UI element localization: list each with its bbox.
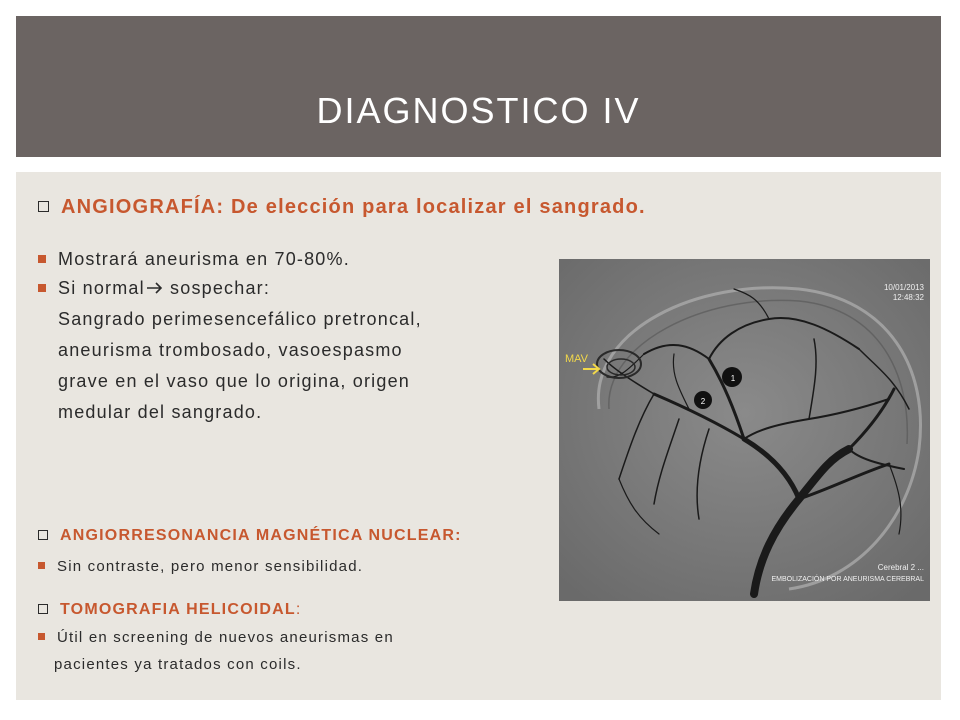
- aneurysm-marker-1: 1: [730, 374, 736, 383]
- bullet-item: [38, 278, 270, 299]
- square-bullet-icon: [38, 255, 46, 263]
- bullet-item: [38, 249, 350, 270]
- bullet-text: Sin contraste, pero menor sensibilidad.: [57, 558, 364, 575]
- image-caption-2: EMBOLIZACIÓN POR ANEURISMA CEREBRAL: [771, 576, 924, 583]
- bullet-continuation: Sangrado perimesencefálico pretroncal,: [58, 309, 422, 329]
- image-date: 10/01/2013: [883, 283, 924, 292]
- bullet-text: Mostrará aneurisma en 70-80%.: [58, 249, 350, 269]
- section-tomografia-heading: [38, 601, 302, 619]
- bullet-text: sospechar:: [163, 278, 271, 298]
- angiography-image: [559, 259, 930, 601]
- slide-title: DIAGNOSTICO IV: [316, 90, 641, 131]
- bullet-continuation: pacientes ya tratados con coils.: [54, 656, 302, 673]
- square-bullet-icon: [38, 633, 45, 640]
- section-angiografia-heading: [38, 196, 646, 219]
- checkbox-bullet-icon: [38, 604, 48, 614]
- image-time: 12:48:32: [892, 293, 924, 302]
- checkbox-bullet-icon: [38, 201, 49, 212]
- mav-label: MAV: [565, 353, 589, 365]
- bullet-text: Si normal: [58, 278, 145, 298]
- square-bullet-icon: [38, 562, 45, 569]
- image-caption-1: Cerebral 2 ...: [877, 563, 924, 572]
- section-angiorresonancia-heading: [38, 527, 462, 545]
- section-heading-text: ANGIOGRAFÍA: De elección para localizar el sangrado.: [61, 196, 646, 218]
- bullet-item: [38, 629, 394, 646]
- section-heading-text: ANGIORRESONANCIA MAGNÉTICA NUCLEAR:: [60, 527, 462, 544]
- title-banner: [16, 16, 941, 157]
- bullet-item: [38, 558, 363, 575]
- square-bullet-icon: [38, 284, 46, 292]
- bullet-continuation: medular del sangrado.: [58, 402, 263, 422]
- section-heading-text: TOMOGRAFIA HELICOIDAL: [60, 601, 296, 618]
- checkbox-bullet-icon: [38, 530, 48, 540]
- bullet-text: Útil en screening de nuevos aneurismas en: [57, 629, 394, 646]
- heading-colon: :: [295, 601, 302, 618]
- aneurysm-marker-2: 2: [700, 397, 706, 406]
- bullet-continuation: aneurisma trombosado, vasoespasmo: [58, 340, 403, 360]
- bullet-continuation: grave en el vaso que lo origina, origen: [58, 371, 411, 391]
- arrow-right-icon: [146, 281, 164, 295]
